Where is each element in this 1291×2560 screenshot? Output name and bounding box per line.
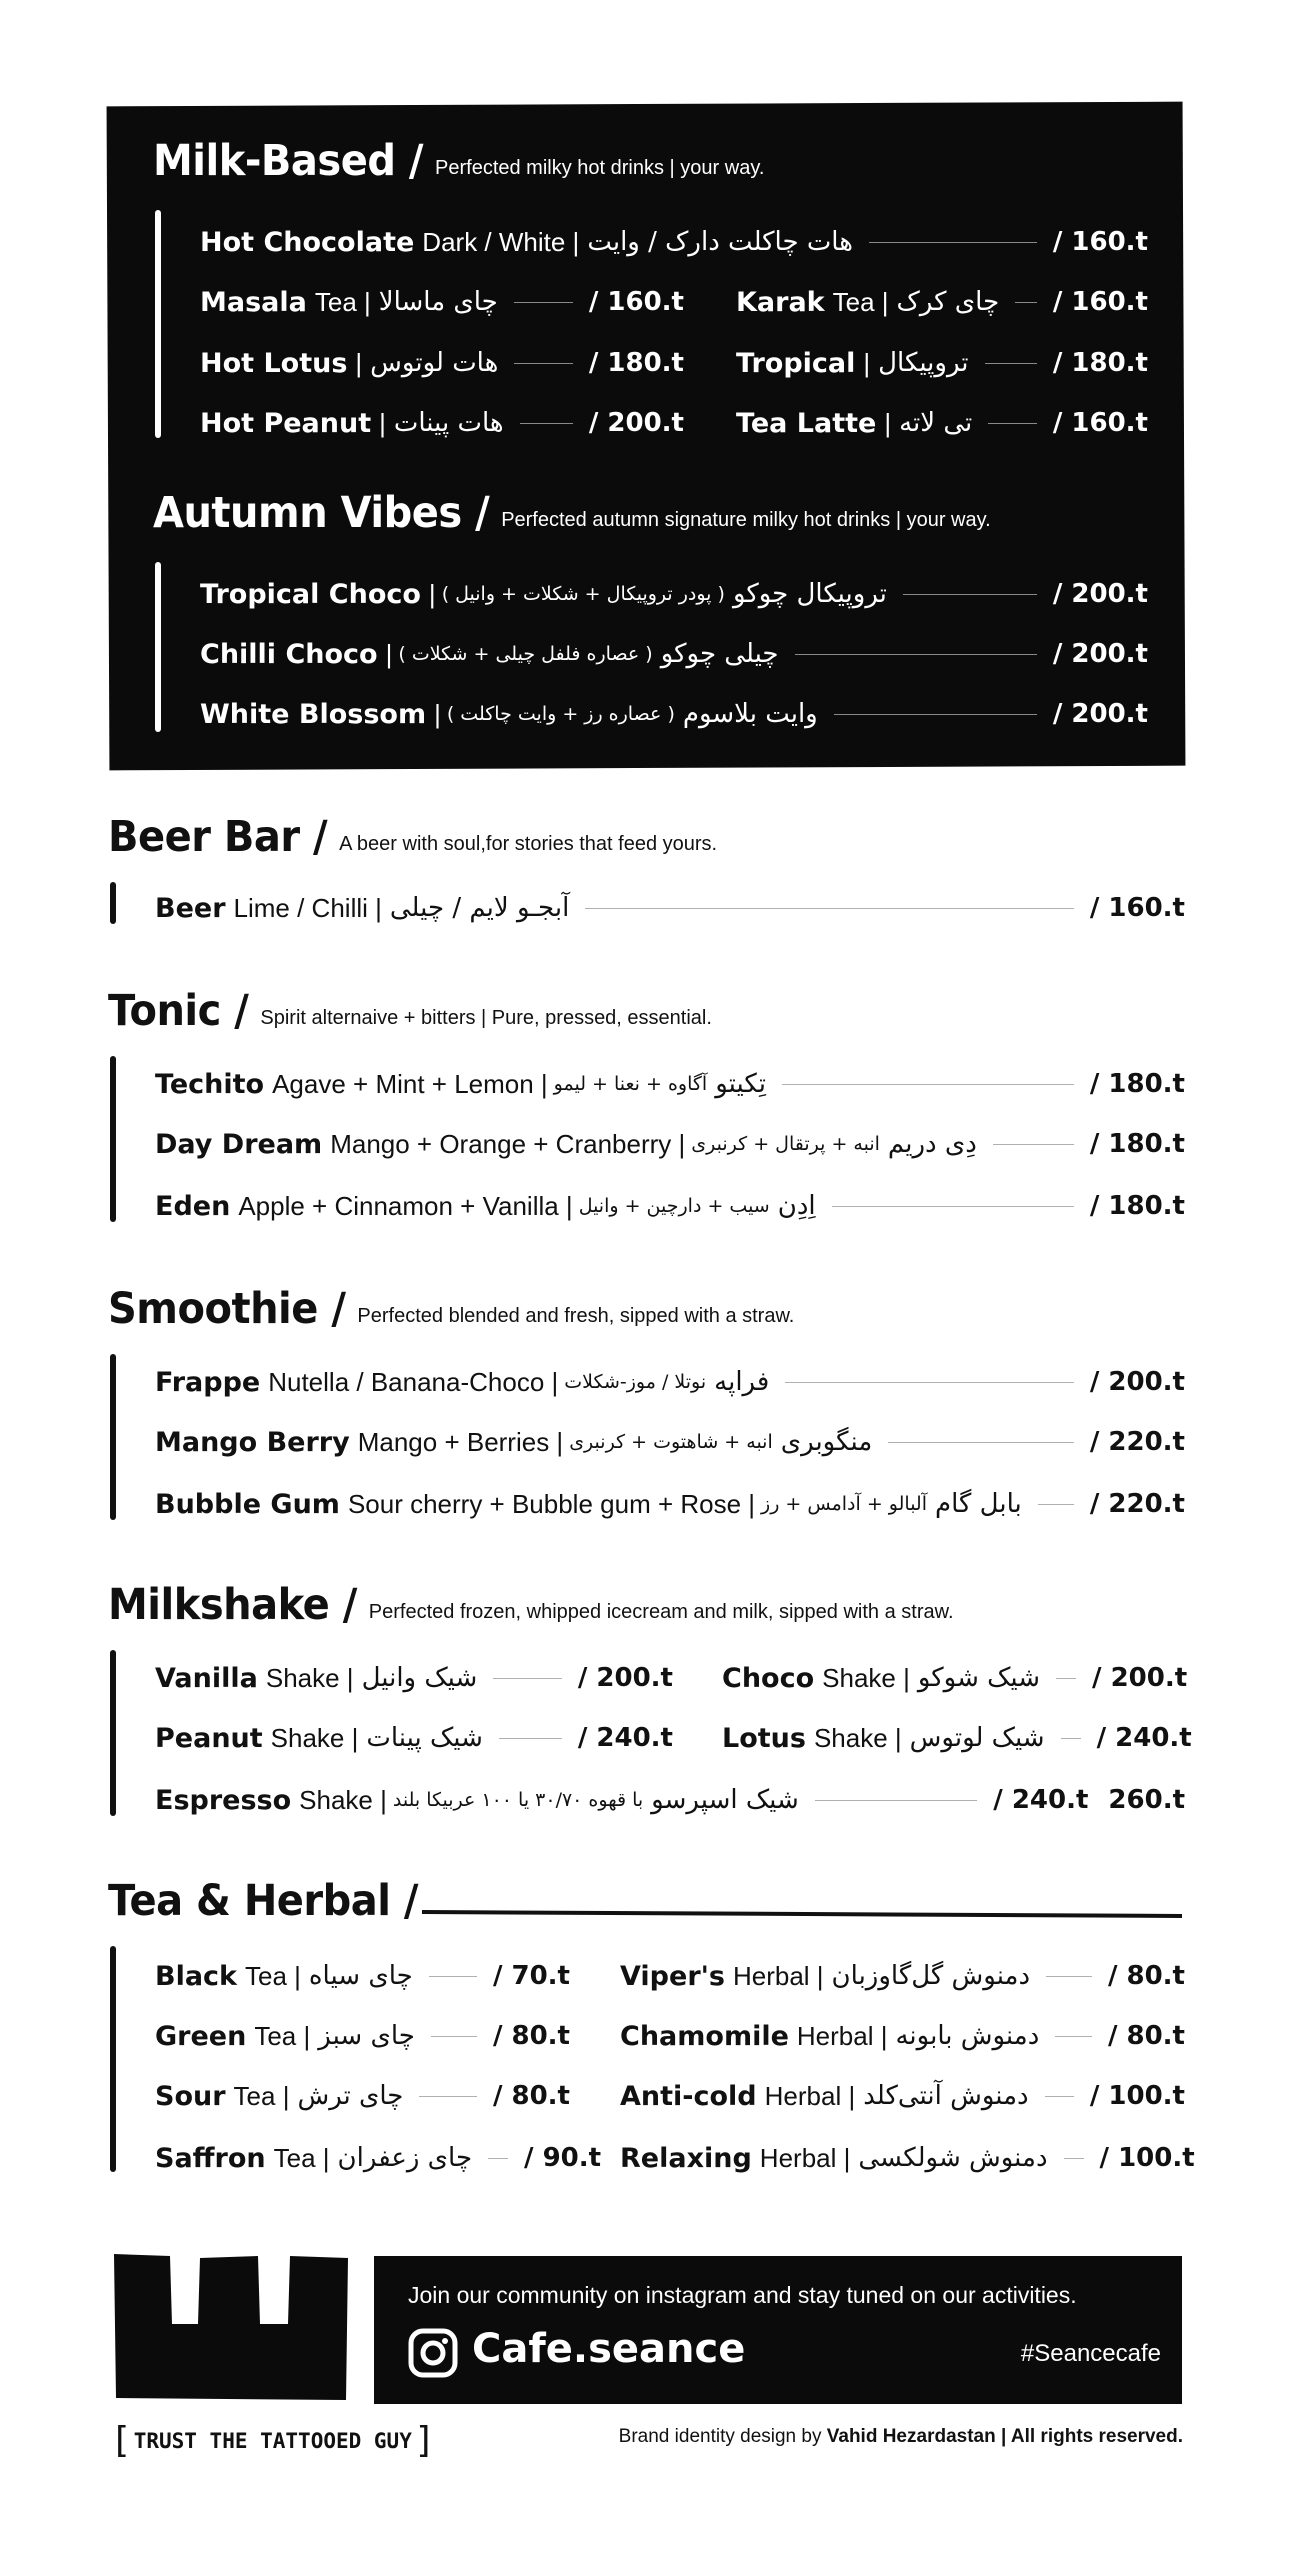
leader-line <box>985 363 1037 364</box>
menu-item-black-tea <box>155 1956 570 1996</box>
item-name: Peanut <box>155 1722 263 1754</box>
item-price: / 160.t <box>1052 287 1148 317</box>
leader-line <box>993 1144 1074 1145</box>
menu-item-frappe <box>155 1362 1185 1402</box>
item-name: Chamomile <box>620 2020 789 2052</box>
menu-item-hot-chocolate <box>200 222 1148 262</box>
item-desc: | <box>385 638 393 669</box>
leader-line <box>499 1738 562 1739</box>
beer-header <box>108 814 717 860</box>
item-price: / 240.t <box>1096 1723 1192 1753</box>
menu-item-peanut-shake <box>155 1718 673 1758</box>
menu-item-tea-latte <box>736 403 1148 443</box>
item-fa-desc: ( عصاره فلفل چیلی + شکلات ) <box>398 643 653 665</box>
menu-item-anticold-herbal <box>620 2076 1185 2116</box>
leader-line <box>1038 1504 1074 1505</box>
leader-line <box>782 1084 1074 1085</box>
leader-line <box>869 242 1037 243</box>
item-desc: | <box>434 698 441 729</box>
leader-line <box>1061 1738 1081 1739</box>
item-fa-desc: سیب + دارچین + وانیل <box>578 1195 770 1217</box>
item-price: / 200.t <box>577 1663 673 1693</box>
leader-line <box>834 714 1037 715</box>
leader-line <box>785 1382 1074 1383</box>
item-name: Espresso <box>155 1784 292 1816</box>
section-title: Tonic / <box>108 986 249 1036</box>
item-name: Lotus <box>722 1722 806 1754</box>
section-title: Autumn Vibes / <box>153 488 490 538</box>
item-desc: | <box>884 407 892 438</box>
item-price: / 180.t <box>1089 1129 1185 1159</box>
menu-item-bubble-gum <box>155 1484 1185 1524</box>
item-price: / 180.t <box>1052 348 1148 378</box>
item-price: / 200.t <box>1052 699 1148 729</box>
autumn-header <box>153 490 991 536</box>
leader-line <box>903 594 1037 595</box>
menu-item-karak <box>736 282 1148 322</box>
item-desc: | <box>428 578 436 609</box>
item-name: Techito <box>155 1068 265 1100</box>
leader-line <box>832 1206 1074 1207</box>
item-price: / 100.t <box>1099 2143 1195 2173</box>
leader-line <box>815 1800 978 1801</box>
item-desc: Shake | <box>270 1722 359 1753</box>
item-desc: Mango + Orange + Cranberry | <box>330 1128 686 1159</box>
section-bar <box>110 1354 116 1520</box>
menu-item-white-blossom <box>200 694 1148 734</box>
item-price: / 160.t <box>588 287 684 317</box>
item-price: / 180.t <box>588 348 684 378</box>
item-name: Hot Lotus <box>200 347 348 379</box>
item-fa-desc: ( پودر تروپیکال + شکلات + وانیل ) <box>441 583 725 605</box>
item-desc: Herbal | <box>764 2080 856 2111</box>
item-price: / 200.t <box>588 408 684 438</box>
menu-item-saffron-tea <box>155 2138 602 2178</box>
section-bar <box>110 1946 116 2172</box>
credits-designer: Vahid Hezardastan <box>826 2426 996 2447</box>
item-price: / 90.t <box>524 2143 602 2173</box>
leader-line <box>1064 2158 1084 2159</box>
item-name: Tropical <box>736 347 856 379</box>
item-fa: چیلی چوکو <box>660 639 779 669</box>
item-name: Tea Latte <box>736 407 877 439</box>
menu-item-lotus-shake <box>722 1718 1192 1758</box>
tagline: [ TRUST THE TATTOOED GUY ] <box>110 2420 436 2461</box>
item-price: / 200.t <box>1052 579 1148 609</box>
credits-prefix: Brand identity design by <box>618 2426 822 2447</box>
item-fa-desc: آلبالو + آدامس + رز <box>761 1493 927 1515</box>
item-fa-desc: با قهوه ۳۰/۷۰ یا ۱۰۰ عربیکا بلند <box>392 1789 644 1811</box>
leader-line <box>888 1442 1074 1443</box>
item-fa: هات چاکلت دارک / وایت <box>587 227 853 257</box>
item-desc: Shake | <box>265 1662 354 1693</box>
tea-header <box>108 1878 418 1924</box>
menu-item-tropical-choco <box>200 574 1148 614</box>
menu-item-vipers-herbal <box>620 1956 1185 1996</box>
item-fa: هات پینات <box>393 408 504 438</box>
item-price: / 80.t <box>1107 1961 1185 1991</box>
item-name: Mango Berry <box>155 1426 350 1458</box>
item-fa: شیک اسپرسو <box>651 1785 799 1815</box>
menu-item-tropical <box>736 343 1148 383</box>
menu-item-mango-berry <box>155 1422 1185 1462</box>
item-name: Chilli Choco <box>200 638 378 670</box>
section-subtitle: A beer with soul,for stories that feed yours. <box>339 833 718 855</box>
section-rule <box>422 1910 1182 1918</box>
item-price: / 80.t <box>1107 2021 1185 2051</box>
section-title: Beer Bar / <box>108 812 328 862</box>
item-price: / 100.t <box>1089 2081 1185 2111</box>
item-fa: تروپیکال <box>878 348 969 378</box>
item-fa: شیک پینات <box>366 1723 483 1753</box>
milkshake-header <box>108 1582 954 1628</box>
item-desc: Tea | <box>832 286 889 317</box>
section-title: Milkshake / <box>108 1580 357 1630</box>
item-fa-desc: نوتلا / موز-شکلات <box>564 1371 707 1393</box>
item-desc: | <box>379 407 386 438</box>
item-name: Viper's <box>620 1960 725 1992</box>
item-name: Vanilla <box>155 1662 258 1694</box>
leader-line <box>493 1678 562 1679</box>
item-fa: دمنوش بابونه <box>895 2021 1040 2051</box>
item-fa-desc: آگاوه + نعنا + لیمو <box>553 1073 708 1095</box>
item-name: Bubble Gum <box>155 1488 340 1520</box>
menu-item-vanilla-shake <box>155 1658 673 1698</box>
menu-item-espresso-shake <box>155 1780 1185 1820</box>
item-desc: Agave + Mint + Lemon | <box>272 1068 548 1099</box>
item-desc: | <box>863 347 871 378</box>
item-desc: Dark / White | <box>422 226 580 257</box>
leader-line <box>488 2158 508 2159</box>
item-price: / 220.t <box>1089 1489 1185 1519</box>
item-fa: فراپه <box>714 1367 770 1397</box>
item-price: / 220.t <box>1089 1427 1185 1457</box>
item-price-alt: 260.t <box>1108 1785 1185 1815</box>
section-title: Milk-Based / <box>153 136 424 186</box>
item-desc: Sour cherry + Bubble gum + Rose | <box>347 1488 756 1519</box>
item-price: / 80.t <box>492 2081 570 2111</box>
item-name: Eden <box>155 1190 231 1222</box>
leader-line <box>585 908 1074 909</box>
item-fa: چای سبز <box>318 2021 415 2051</box>
item-fa-desc: انبه + پرتقال + کرنبری <box>691 1133 880 1155</box>
item-fa: چای ماسالا <box>378 287 498 317</box>
item-price: / 180.t <box>1089 1191 1185 1221</box>
item-price: / 240.t <box>993 1785 1089 1815</box>
item-fa: دمنوش آنتی‌کلد <box>863 2081 1029 2111</box>
item-desc: Mango + Berries | <box>357 1426 564 1457</box>
item-price: / 200.t <box>1052 639 1148 669</box>
item-name: Day Dream <box>155 1128 323 1160</box>
item-fa: شیک وانیل <box>361 1663 478 1693</box>
item-fa: بابل گام <box>935 1489 1022 1519</box>
section-bar <box>110 1056 116 1222</box>
menu-item-hot-lotus <box>200 343 684 383</box>
item-price: / 160.t <box>1052 227 1148 257</box>
menu-item-relaxing-herbal <box>620 2138 1195 2178</box>
leader-line <box>1045 2096 1074 2097</box>
item-desc: Tea | <box>273 2142 330 2173</box>
item-desc: Lime / Chilli | <box>233 892 382 923</box>
leader-line <box>1055 2036 1092 2037</box>
leader-line <box>419 2096 477 2097</box>
item-name: Masala <box>200 286 307 318</box>
item-desc: Apple + Cinnamon + Vanilla | <box>238 1190 573 1221</box>
item-desc: Herbal | <box>732 1960 824 1991</box>
smoothie-header <box>108 1286 794 1332</box>
section-title: Tea & Herbal / <box>108 1876 419 1926</box>
item-desc: Tea | <box>245 1960 301 1991</box>
item-fa-desc: ( عصاره رز + وایت چاکلت ) <box>446 703 675 725</box>
item-desc: Shake | <box>299 1784 387 1815</box>
item-name: Green <box>155 2020 247 2052</box>
item-name: White Blossom <box>200 698 427 730</box>
item-price: / 160.t <box>1052 408 1148 438</box>
menu-item-beer <box>155 888 1185 928</box>
item-name: Relaxing <box>620 2142 752 2174</box>
leader-line <box>514 363 573 364</box>
item-fa: منگوبری <box>780 1427 873 1457</box>
tonic-header <box>108 988 712 1034</box>
menu-item-chilli-choco <box>200 634 1148 674</box>
item-name: Black <box>155 1960 238 1992</box>
item-name: Frappe <box>155 1366 261 1398</box>
item-desc: Nutella / Banana-Choco | <box>268 1366 559 1397</box>
section-bar <box>110 1650 116 1816</box>
item-desc: Herbal | <box>759 2142 851 2173</box>
item-fa: اِدِن <box>777 1191 816 1221</box>
leader-line <box>795 654 1037 655</box>
item-name: Choco <box>722 1662 815 1694</box>
item-price: / 240.t <box>577 1723 673 1753</box>
section-bar <box>110 882 116 924</box>
item-fa: وایت بلاسوم <box>682 699 818 729</box>
item-fa-desc: انبه + شاهتوت + کرنبری <box>569 1431 773 1453</box>
section-subtitle: Perfected autumn signature milky hot drinks | your way. <box>501 509 991 531</box>
menu-item-sour-tea <box>155 2076 570 2116</box>
leader-line <box>431 2036 477 2037</box>
menu-item-eden <box>155 1186 1185 1226</box>
item-price: / 70.t <box>492 1961 570 1991</box>
menu-item-techito <box>155 1064 1185 1104</box>
community-text: Join our community on instagram and stay tuned on our activities. <box>408 2282 1077 2308</box>
item-price: / 200.t <box>1089 1367 1185 1397</box>
item-fa: چای زعفران <box>337 2143 473 2173</box>
item-desc: Herbal | <box>796 2020 888 2051</box>
item-fa: شیک شوکو <box>917 1663 1041 1693</box>
item-fa: تِکیتو <box>715 1069 766 1099</box>
item-fa: دِی دریم <box>887 1129 977 1159</box>
menu-item-green-tea <box>155 2016 570 2056</box>
item-fa: چای سیاه <box>308 1961 413 1991</box>
menu-item-day-dream <box>155 1124 1185 1164</box>
item-name: Saffron <box>155 2142 266 2174</box>
section-bar <box>155 562 161 732</box>
leader-line <box>514 302 573 303</box>
item-desc: Tea | <box>254 2020 311 2051</box>
section-subtitle: Perfected blended and fresh, sipped with a straw. <box>357 1305 795 1327</box>
item-name: Anti-cold <box>620 2080 757 2112</box>
leader-line <box>1015 302 1037 303</box>
item-price: / 80.t <box>492 2021 570 2051</box>
item-price: / 180.t <box>1089 1069 1185 1099</box>
item-name: Beer <box>155 892 226 924</box>
item-name: Sour <box>155 2080 226 2112</box>
item-fa: دمنوش شولکسی <box>858 2143 1048 2173</box>
section-subtitle: Spirit alternaive + bitters | Pure, pressed, essential. <box>260 1007 712 1029</box>
section-subtitle: Perfected milky hot drinks | your way. <box>435 157 765 179</box>
section-title: Smoothie / <box>108 1284 346 1334</box>
item-name: Tropical Choco <box>200 578 421 610</box>
item-fa: شیک لوتوس <box>909 1723 1045 1753</box>
section-bar <box>155 210 161 438</box>
item-fa: تی لاته <box>899 408 973 438</box>
item-fa: چای ترش <box>297 2081 404 2111</box>
section-subtitle: Perfected frozen, whipped icecream and milk, sipped with a straw. <box>368 1601 954 1623</box>
credits-rights: | All rights reserved. <box>1000 2426 1183 2447</box>
item-desc: Tea | <box>233 2080 290 2111</box>
item-fa: تروپیکال چوکو <box>732 579 887 609</box>
item-name: Karak <box>736 286 825 318</box>
instagram-icon[interactable] <box>408 2328 458 2378</box>
leader-line <box>988 423 1037 424</box>
cafe-seance-logo-icon <box>112 2252 350 2402</box>
item-desc: | <box>355 347 363 378</box>
item-desc: Shake | <box>813 1722 902 1753</box>
item-fa: دمنوش گل‌گاوزبان <box>831 1961 1031 1991</box>
instagram-handle[interactable]: Cafe.seance <box>472 2326 746 2372</box>
credits <box>619 2426 1183 2448</box>
tagline-text: TRUST THE TATTOOED GUY <box>133 2428 412 2453</box>
item-desc: Tea | <box>314 286 371 317</box>
milk-header <box>153 138 764 184</box>
item-price: / 200.t <box>1092 1663 1188 1693</box>
leader-line <box>1046 1976 1092 1977</box>
hashtag: #Seancecafe <box>1020 2340 1161 2367</box>
menu-item-chamomile-herbal <box>620 2016 1185 2056</box>
menu-item-choco-shake <box>722 1658 1188 1698</box>
item-name: Hot Chocolate <box>200 226 415 258</box>
item-fa: آبجـو لایم / چیلی <box>389 893 570 923</box>
item-price: / 160.t <box>1089 893 1185 923</box>
leader-line <box>520 423 573 424</box>
leader-line <box>1056 1678 1076 1679</box>
menu-item-hot-peanut <box>200 403 684 443</box>
menu-item-masala <box>200 282 684 322</box>
item-fa: چای کرک <box>896 287 1000 317</box>
leader-line <box>429 1976 477 1977</box>
item-name: Hot Peanut <box>200 407 372 439</box>
item-desc: Shake | <box>822 1662 910 1693</box>
item-fa: هات لوتوس <box>370 348 499 378</box>
